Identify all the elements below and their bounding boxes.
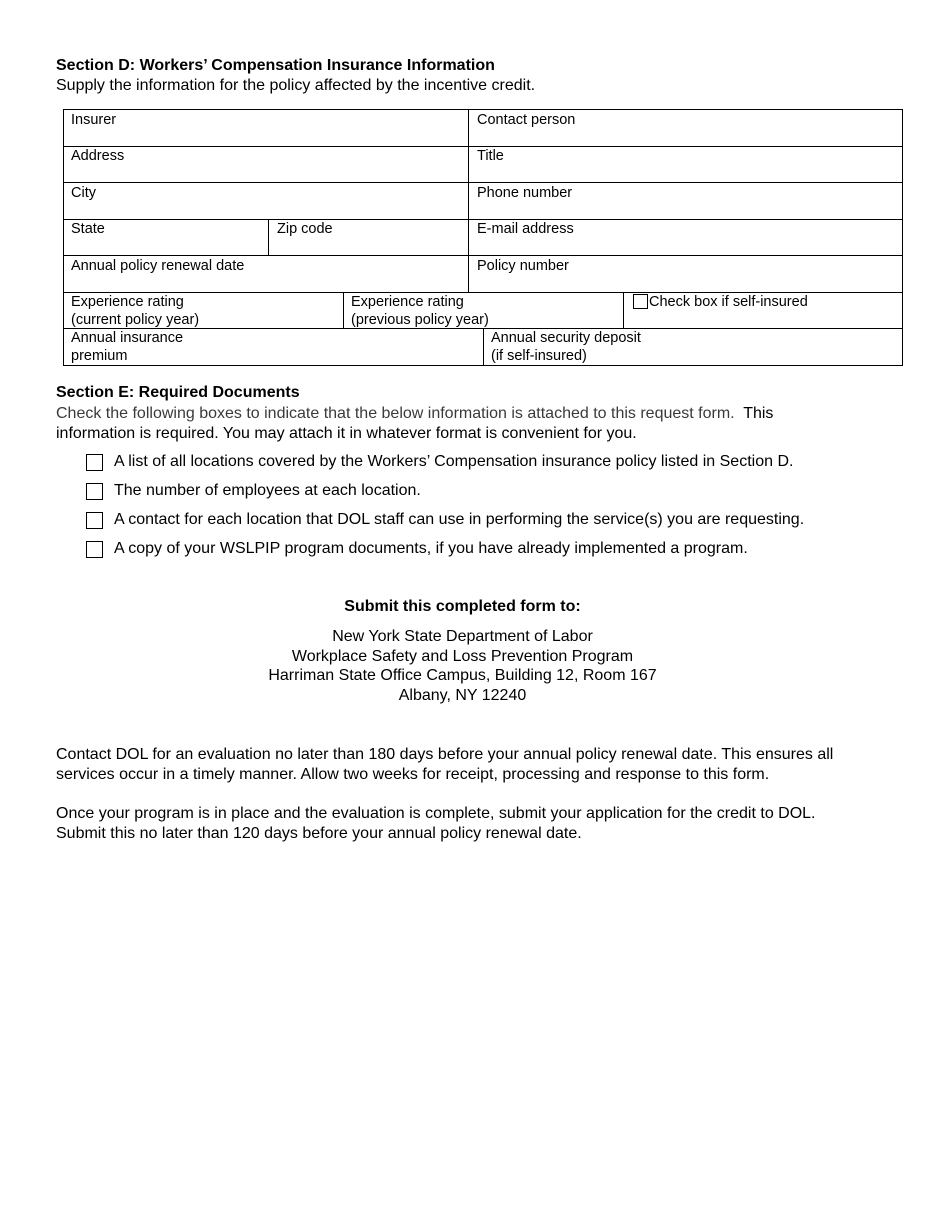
title-field[interactable]: Title <box>477 148 504 164</box>
experience-rating-previous-sublabel: (previous policy year) <box>351 312 489 328</box>
address-field[interactable]: Address <box>71 148 125 164</box>
section-e-intro-line2: information is required. You may attach it in whatever format is convenient for you. <box>56 425 637 442</box>
city-field[interactable]: City <box>71 185 96 201</box>
section-e-title: Section E: Required Documents <box>56 384 300 401</box>
required-doc-checkbox[interactable] <box>86 483 103 500</box>
required-doc-label: The number of employees at each location. <box>114 482 421 499</box>
experience-rating-previous-field[interactable] <box>351 293 489 329</box>
section-e-intro-line1-end: This <box>734 405 774 422</box>
phone-number-field[interactable]: Phone number <box>477 185 573 201</box>
security-deposit-label: Annual security deposit <box>491 330 641 346</box>
required-doc-label: A contact for each location that DOL staff can use in performing the service(s) you are requesting. <box>114 511 805 528</box>
policy-number-field[interactable]: Policy number <box>477 258 569 274</box>
required-doc-label: A copy of your WSLPIP program documents, if you have already implemented a program. <box>114 540 748 557</box>
section-d-subtitle: Supply the information for the policy affected by the incentive credit. <box>56 77 536 94</box>
insurer-field[interactable]: Insurer <box>71 112 117 128</box>
address-line: Albany, NY 12240 <box>398 686 527 704</box>
address-line: New York State Department of Labor <box>332 628 593 645</box>
security-deposit-field[interactable] <box>491 329 641 365</box>
section-e-intro-line1: Check the following boxes to indicate that the below information is attached to this request form. <box>56 405 735 422</box>
experience-rating-current-sublabel: (current policy year) <box>71 312 200 328</box>
insurance-info-table <box>0 0 950 400</box>
evaluation-note-line2: services occur in a timely manner. Allow two weeks for receipt, processing and response to this form. <box>56 765 770 783</box>
required-doc-checkbox[interactable] <box>86 512 103 529</box>
security-deposit-sublabel: (if self-insured) <box>491 348 587 364</box>
contact-person-field[interactable]: Contact person <box>477 112 576 128</box>
evaluation-note <box>56 745 916 784</box>
experience-rating-current-field[interactable] <box>71 293 199 329</box>
section-d-title: Section D: Workers’ Compensation Insurance Information <box>56 57 495 74</box>
section-e-intro <box>56 404 936 444</box>
renewal-date-field[interactable]: Annual policy renewal date <box>71 258 245 274</box>
address-line: Workplace Safety and Loss Prevention Program <box>291 647 634 665</box>
state-field[interactable]: State <box>71 221 105 237</box>
zip-code-field[interactable]: Zip code <box>277 221 333 237</box>
submit-address <box>0 627 925 705</box>
application-note <box>56 804 916 843</box>
application-note-line1: Once your program is in place and the evaluation is complete, submit your application for the credit to DOL. <box>56 805 816 822</box>
required-doc-checkbox[interactable] <box>86 541 103 558</box>
experience-rating-current-label: Experience rating <box>71 294 184 310</box>
application-note-line2: Submit this no later than 120 days before your annual policy renewal date. <box>56 824 582 842</box>
required-doc-label: A list of all locations covered by the Workers’ Compensation insurance policy listed in Section D. <box>114 453 794 470</box>
annual-premium-sublabel: premium <box>71 348 128 364</box>
evaluation-note-line1: Contact DOL for an evaluation no later than 180 days before your annual policy renewal date. This ensures all <box>56 746 834 763</box>
required-doc-checkbox[interactable] <box>86 454 103 471</box>
annual-premium-field[interactable] <box>71 329 183 365</box>
experience-rating-previous-label: Experience rating <box>351 294 464 310</box>
self-insured-label: Check box if self-insured <box>649 294 808 310</box>
self-insured-checkbox[interactable] <box>633 294 648 309</box>
email-address-field[interactable]: E-mail address <box>477 221 574 237</box>
submit-heading: Submit this completed form to: <box>344 598 581 615</box>
address-line: Harriman State Office Campus, Building 12, Room 167 <box>268 667 657 684</box>
annual-premium-label: Annual insurance <box>71 330 184 346</box>
